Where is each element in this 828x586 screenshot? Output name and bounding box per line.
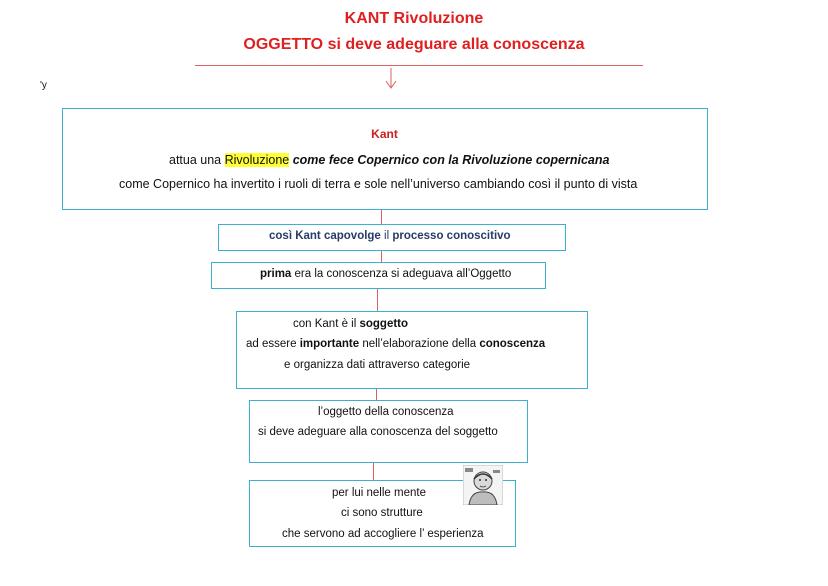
box6-line2: ci sono strutture (341, 507, 423, 519)
box-prima (211, 262, 546, 289)
box-soggetto (236, 311, 588, 389)
box4-l2-bold2: conoscenza (479, 338, 546, 350)
box-kant-revolution (62, 108, 708, 210)
title-underline (195, 65, 643, 66)
box1-heading: Kant (371, 127, 398, 141)
box-capovolge (218, 224, 566, 251)
box3-text (260, 268, 511, 280)
box1-line1-pre: attua una (169, 153, 225, 167)
box4-l2-pre: ad essere (246, 338, 300, 350)
down-arrow-icon (384, 67, 398, 91)
diagram-subtitle: OGGETTO si deve adeguare alla conoscenza (243, 36, 585, 53)
box1-line1 (169, 153, 609, 167)
box4-line2 (246, 338, 545, 350)
kant-portrait-image (463, 465, 503, 505)
box4-line1 (293, 318, 408, 330)
connector-2 (381, 251, 382, 262)
box2-part2: il (380, 230, 393, 242)
box4-l2-mid: nell’elaborazione della (359, 338, 480, 350)
connector-5 (373, 462, 374, 480)
diagram-title: KANT Rivoluzione (344, 10, 484, 27)
box2-text (269, 230, 511, 242)
connector-1 (381, 210, 382, 224)
box3-rest: era la conoscenza si adeguava all’Oggetto (291, 268, 512, 280)
connector-3 (377, 288, 378, 311)
box3-bold: prima (260, 268, 292, 280)
box-oggetto (249, 400, 528, 463)
box5-line1: l’oggetto della conoscenza (318, 406, 454, 418)
box4-l1-bold: soggetto (359, 318, 409, 330)
box4-l1-pre: con Kant è il (293, 318, 360, 330)
box1-line2: come Copernico ha invertito i ruoli di terra e sole nell’universo cambiando così il punto di vista (119, 177, 638, 191)
box1-line1-post: come fece Copernico con la Rivoluzione copernicana (289, 153, 610, 167)
stray-mark: 'y (40, 80, 47, 91)
box4-line3: e organizza dati attraverso categorie (284, 359, 471, 371)
box2-part3: processo conoscitivo (392, 230, 511, 242)
box5-line2: si deve adeguare alla conoscenza del soggetto (258, 426, 498, 438)
box6-line3: che servono ad accogliere l’ esperienza (282, 528, 484, 540)
connector-4 (376, 388, 377, 400)
box6-line1: per lui nelle mente (332, 487, 426, 499)
box4-l2-bold1: importante (299, 338, 360, 350)
box1-highlight: Rivoluzione (224, 153, 290, 167)
box2-part1: così Kant capovolge (269, 230, 381, 242)
